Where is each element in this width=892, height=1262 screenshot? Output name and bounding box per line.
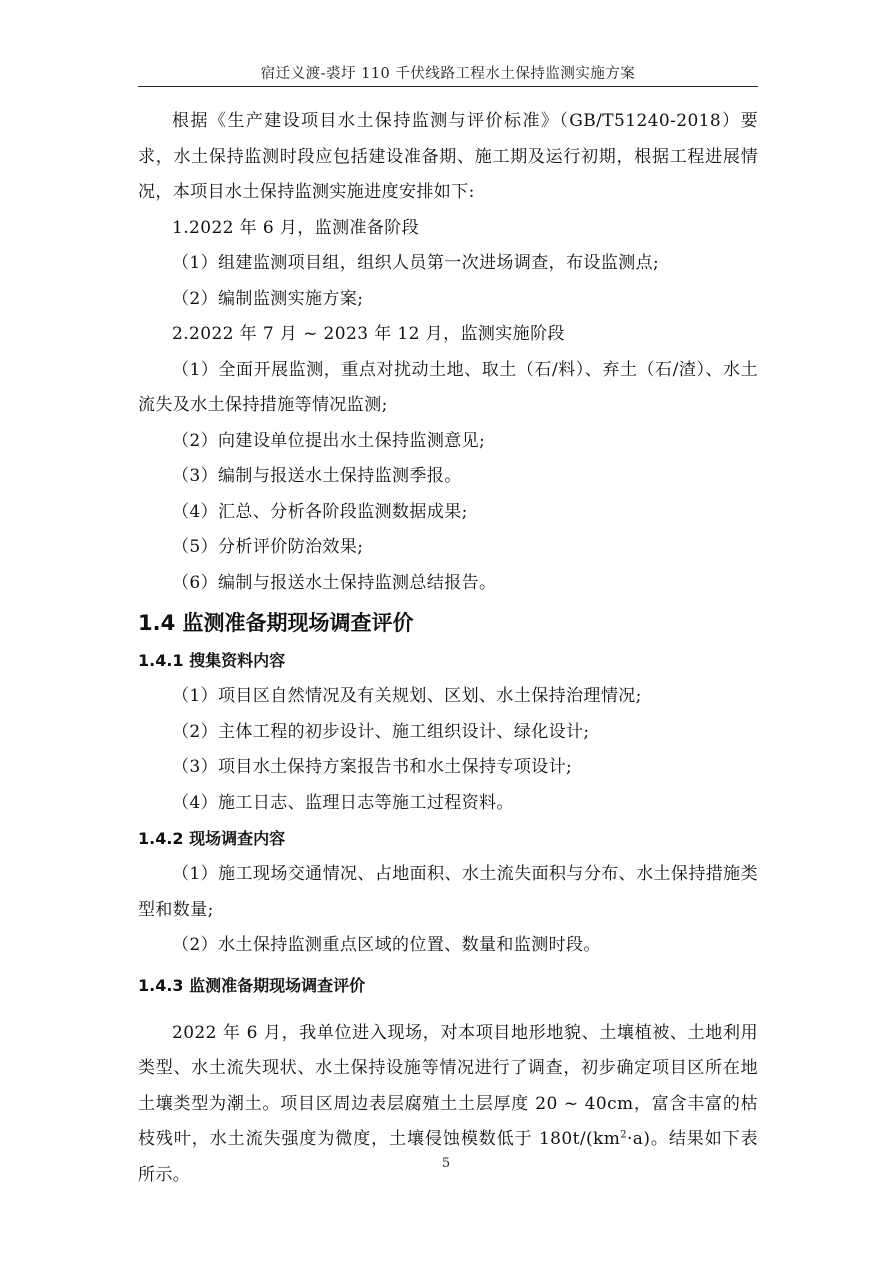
list-item: （3）编制与报送水土保持监测季报。 xyxy=(172,466,462,486)
list-item: （5）分析评价防治效果; xyxy=(172,537,364,557)
phase1-title: 1.2022 年 6 月，监测准备阶段 xyxy=(172,217,420,238)
list-item: （6）编制与报送水土保持监测总结报告。 xyxy=(172,572,497,593)
list-item: （2）水土保持监测重点区域的位置、数量和监测时段。 xyxy=(172,935,601,955)
list-item: （1）施工现场交通情况、占地面积、水土流失面积与分布、水土保持措施类型和数量; xyxy=(138,864,758,920)
list-item: （2）主体工程的初步设计、施工组织设计、绿化设计; xyxy=(172,721,590,742)
page-number: 5 xyxy=(441,1156,451,1171)
list-item: （4）汇总、分析各阶段监测数据成果; xyxy=(172,501,468,522)
survey-text: 2022 年 6 月，我单位进入现场，对本项目地形地貌、土壤植被、土地利用类型、水土流失现状、水土保持设施等情况进行了调查，初步确定项目区所在地土壤类型为潮土。项目区周边表层腐殖土土层厚度 20 ~ 40cm，富含丰富的枯枝残叶，水土流失强度为微度，土壤侵蚀模数低于 180t/(km xyxy=(138,1022,758,1149)
list-item: （1）全面开展监测，重点对扰动土地、取土（石/料）、弃土（石/渣）、水土流失及水土保持措施等情况监测; xyxy=(138,359,758,415)
header-rule xyxy=(138,86,758,87)
list-item: （1）项目区自然情况及有关规划、区划、水土保持治理情况; xyxy=(172,686,642,706)
running-header: 宿迁义渡-裘圩 110 千伏线路工程水土保持监测实施方案 xyxy=(260,66,636,82)
survey-text-end: ·a)。结果如下表所示。 xyxy=(138,1129,758,1185)
page-content xyxy=(138,104,758,1193)
list-item: （1）组建监测项目组，组织人员第一次进场调查，布设监测点; xyxy=(172,253,660,273)
section-heading-1-4: 1.4 监测准备期现场调查评价 xyxy=(138,611,414,635)
phase2-title: 2.2022 年 7 月 ~ 2023 年 12 月，监测实施阶段 xyxy=(172,324,565,344)
subsection-heading-1-4-2: 1.4.2 现场调查内容 xyxy=(138,829,286,848)
list-item: （2）向建设单位提出水土保持监测意见; xyxy=(172,430,486,451)
list-item: （4）施工日志、监理日志等施工过程资料。 xyxy=(172,792,514,813)
list-item: （3）项目水土保持方案报告书和水土保持专项设计; xyxy=(172,757,573,777)
superscript-two: 2 xyxy=(620,1129,627,1141)
subsection-heading-1-4-3: 1.4.3 监测准备期现场调查评价 xyxy=(138,975,366,995)
intro-paragraph: 根据《生产建设项目水土保持监测与评价标准》（GB/T51240-2018）要求，水土保持监测时段应包括建设准备期、施工期及运行初期，根据工程进展情况，本项目水土保持监测实施进度安排如下: xyxy=(138,111,758,202)
subsection-heading-1-4-1: 1.4.1 搜集资料内容 xyxy=(138,651,286,670)
list-item: （2）编制监测实施方案; xyxy=(172,288,364,309)
